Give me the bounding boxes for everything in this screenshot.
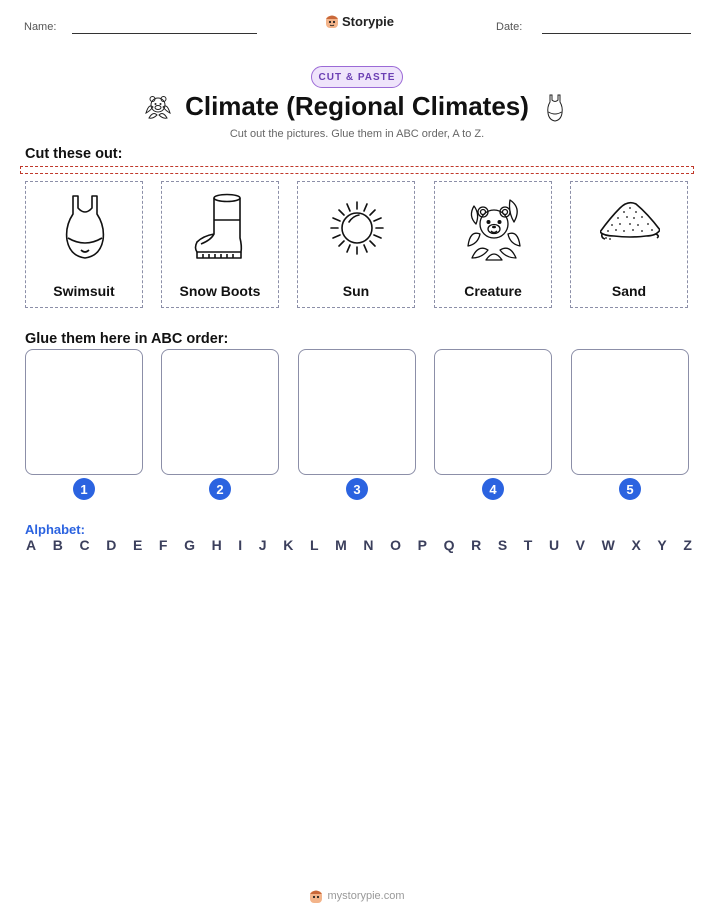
order-number-3: 3 <box>346 478 368 500</box>
glue-box-2[interactable] <box>161 349 279 475</box>
order-number-4: 4 <box>482 478 504 500</box>
footer-link[interactable]: mystorypie.com <box>327 890 405 902</box>
swimsuit-decoration-icon <box>545 93 565 123</box>
alphabet-letter: K <box>283 537 294 553</box>
order-number-2: 2 <box>209 478 231 500</box>
alphabet-letter: O <box>390 537 402 553</box>
alphabet-letter: X <box>631 537 641 553</box>
order-number-5: 5 <box>619 478 641 500</box>
name-field[interactable] <box>72 33 257 34</box>
cut-card-swimsuit[interactable] <box>25 181 143 308</box>
cut-line <box>20 166 694 174</box>
brand-logo <box>325 13 394 29</box>
glue-box-4[interactable] <box>434 349 552 475</box>
alphabet-letter: J <box>258 537 267 553</box>
sand-pile-icon <box>600 190 660 266</box>
alphabet-letter: Q <box>443 537 455 553</box>
alphabet-letter: G <box>184 537 195 553</box>
date-label: Date: <box>496 21 523 33</box>
alphabet-row <box>26 537 692 553</box>
storypie-mascot-icon <box>309 888 323 904</box>
cut-card-creature[interactable] <box>434 181 552 308</box>
alphabet-letter: C <box>79 537 90 553</box>
sun-icon <box>327 190 387 266</box>
alphabet-letter: R <box>471 537 482 553</box>
glue-section-heading: Glue them here in ABC order: <box>25 331 229 347</box>
name-label: Name: <box>24 21 57 33</box>
glue-box-5[interactable] <box>571 349 689 475</box>
page-title: Climate (Regional Climates) <box>185 91 529 121</box>
storypie-mascot-icon <box>325 13 339 29</box>
alphabet-letter: E <box>132 537 143 553</box>
alphabet-letter: D <box>106 537 117 553</box>
alphabet-letter: H <box>211 537 222 553</box>
card-label-creature: Creature <box>464 283 522 299</box>
card-label-swimsuit: Swimsuit <box>53 283 115 299</box>
card-label-sand: Sand <box>611 283 647 299</box>
cut-card-sun[interactable] <box>297 181 415 308</box>
alphabet-letter: N <box>363 537 374 553</box>
alphabet-letter: Y <box>657 537 667 553</box>
alphabet-letter: W <box>601 537 615 553</box>
instructions: Cut out the pictures. Glue them in ABC order, A to Z. <box>229 128 485 140</box>
alphabet-letter: F <box>158 537 168 553</box>
activity-badge: CUT & PASTE <box>311 66 403 88</box>
swimsuit-icon <box>55 190 115 266</box>
cut-section-heading: Cut these out: <box>25 146 123 162</box>
alphabet-letter: I <box>238 537 243 553</box>
alphabet-letter: V <box>575 537 586 553</box>
cut-card-snow-boots[interactable] <box>161 181 279 308</box>
glue-box-3[interactable] <box>298 349 416 475</box>
alphabet-letter: A <box>26 537 37 553</box>
alphabet-letter: Z <box>683 537 692 553</box>
snow-boots-icon <box>191 190 251 266</box>
alphabet-letter: L <box>309 537 319 553</box>
footer <box>0 888 714 904</box>
alphabet-letter: S <box>497 537 508 553</box>
brand-name: Storypie <box>342 13 395 29</box>
glue-box-1[interactable] <box>25 349 143 475</box>
card-label-snow-boots: Snow Boots <box>179 283 261 299</box>
alphabet-letter: M <box>335 537 347 553</box>
cut-card-sand[interactable] <box>570 181 688 308</box>
order-number-1: 1 <box>73 478 95 500</box>
alphabet-letter: B <box>52 537 63 553</box>
alphabet-letter: U <box>548 537 560 553</box>
card-label-sun: Sun <box>342 283 370 299</box>
alphabet-letter: T <box>523 537 533 553</box>
alphabet-letter: P <box>417 537 427 553</box>
alphabet-heading: Alphabet: <box>25 522 85 537</box>
creature-icon <box>464 190 524 266</box>
date-field[interactable] <box>542 33 691 34</box>
